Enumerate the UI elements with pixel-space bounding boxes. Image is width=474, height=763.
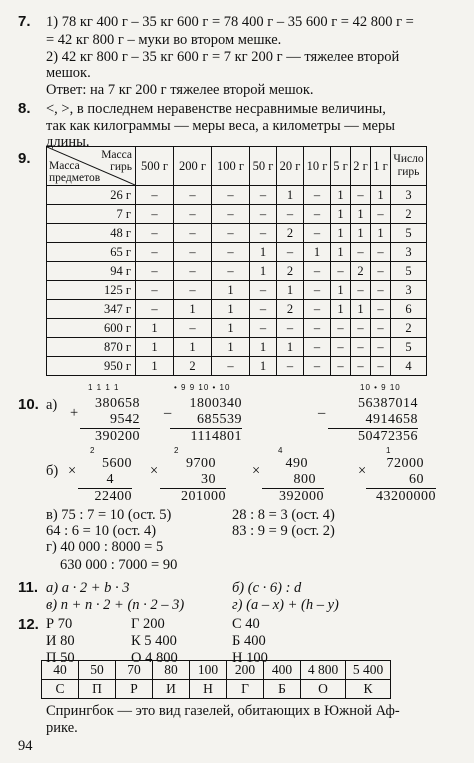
part-v-line-1: в) 75 : 7 = 10 (ост. 5) [46,507,172,523]
cell: 1 [277,338,304,357]
header-2: 2 г [351,147,371,186]
cell: – [250,319,277,338]
cell: – [174,281,212,300]
answer-letter: О [301,680,346,699]
part-a-label: а) [46,397,58,413]
a1-bottom: 9542 [80,412,140,429]
cell: 1 [304,243,331,262]
part-a-expression: а) a · 2 + b · 3 [46,580,130,596]
corner-bottom-label-2: предметов [49,172,101,184]
cell: 1 [212,300,250,319]
cell: – [351,357,371,376]
letter-item: Б 400 [232,633,266,649]
cell: – [304,338,331,357]
answer-number: 5 400 [346,661,391,680]
answer-number: 100 [190,661,227,680]
cell: – [351,281,371,300]
cell: – [371,338,391,357]
b3-column [262,456,324,505]
answer-letter: И [153,680,190,699]
answer-sentence-line-2: рике. [46,720,78,736]
part-v-line-3: 64 : 6 = 10 (ост. 4) [46,523,157,539]
header-count [391,147,427,186]
cell: 1 [136,357,174,376]
b1-column [78,456,132,505]
cell: 1 [351,224,371,243]
table-row [47,319,427,338]
answer-number: 80 [153,661,190,680]
cell: – [136,205,174,224]
a1-carry: 1 1 1 1 [88,383,120,392]
exercise-8-line-3: длины. [46,134,90,150]
cell: 1 [136,338,174,357]
cell: 1 [331,205,351,224]
a2-result: 1114801 [190,429,242,444]
header-50: 50 г [250,147,277,186]
cell: 1 [277,186,304,205]
weights-table-header [47,147,427,186]
cell: – [304,319,331,338]
cell: 1 [212,281,250,300]
cell: 1 [331,186,351,205]
cell: – [304,262,331,281]
cell: 1 [174,338,212,357]
header-20: 20 г [277,147,304,186]
cell: – [250,300,277,319]
exercise-7-line-4: мешок. [46,65,91,81]
cell: – [174,243,212,262]
cell: – [304,281,331,300]
cell: – [277,357,304,376]
answer-number: 4 800 [301,661,346,680]
cell: – [212,205,250,224]
b2-column [160,456,226,505]
a2-top: 1800340 [189,396,242,411]
cell: 1 [371,224,391,243]
exercise-7-answer: Ответ: на 7 кг 200 г тяжелее второй мешок. [46,82,314,98]
cell: 1 [136,319,174,338]
times-sign-4: × [358,463,367,479]
cell: 1 [331,281,351,300]
answer-number: 400 [264,661,301,680]
minus-sign-2: – [318,405,326,421]
weights-table-body [47,186,427,376]
b2-top: 9700 [186,456,216,471]
minus-sign: – [164,405,172,421]
b1-top: 5600 [102,456,132,471]
cell: – [174,186,212,205]
cell: – [174,319,212,338]
b2-bottom: 30 [160,472,226,489]
letter-item: Н 100 [232,650,268,666]
table-row [47,186,427,205]
count-cell: 2 [391,205,427,224]
table-row [47,262,427,281]
corner-bottom-label: Масса [49,160,80,172]
cell: – [212,262,250,281]
exercise-7-line-1: 1) 78 кг 400 г – 35 кг 600 г = 78 400 г – 35 600 г = 42 800 г = [46,14,414,30]
a3-column [328,396,418,445]
cell: 1 [331,243,351,262]
b4-top: 72000 [386,456,424,471]
cell: 2 [277,224,304,243]
answer-number: 70 [116,661,153,680]
cell: – [371,262,391,281]
b4-bottom: 60 [366,472,436,489]
mass-cell: 600 г [47,319,136,338]
b4-carry: 1 [386,446,392,455]
letter-item: С 40 [232,616,260,632]
corner-top-label-2: гирь [110,161,132,173]
letter-item: Р 70 [46,616,73,632]
a2-carry: • 9 9 10 • 10 [174,383,231,392]
answer-letter: Н [190,680,227,699]
cell: – [136,300,174,319]
cell: 2 [174,357,212,376]
times-sign-2: × [150,463,159,479]
cell: – [351,243,371,262]
cell: – [371,205,391,224]
header-500: 500 г [136,147,174,186]
cell: – [371,300,391,319]
cell: 1 [371,186,391,205]
page-number: 94 [18,738,33,754]
b1-result: 22400 [94,489,132,504]
part-g-line-2: 630 000 : 7000 = 90 [60,557,178,573]
cell: 1 [250,357,277,376]
letter-item: К 5 400 [131,633,177,649]
b2-result: 201000 [181,489,226,504]
part-v-expression: в) n + n · 2 + (n · 2 – 3) [46,597,185,613]
answer-letter: К [346,680,391,699]
a1-top: 380658 [95,396,140,411]
b4-result: 43200000 [376,489,436,504]
count-cell: 3 [391,281,427,300]
answer-letter: С [42,680,79,699]
letter-item: И 80 [46,633,75,649]
count-cell: 5 [391,262,427,281]
exercise-11-number: 11. [18,579,39,596]
letter-item: П 50 [46,650,75,666]
count-label: Число [393,153,424,165]
count-cell: 3 [391,243,427,262]
cell: – [277,243,304,262]
exercise-8-number: 8. [18,100,31,117]
cell: 1 [212,319,250,338]
cell: – [136,186,174,205]
cell: – [136,243,174,262]
corner-cell [47,147,136,186]
b1-carry: 2 [90,446,96,455]
cell: – [371,281,391,300]
corner-top-label: Масса [101,149,132,161]
cell: – [304,357,331,376]
part-g-line-1: г) 40 000 : 8000 = 5 [46,539,164,555]
b3-carry: 4 [278,446,284,455]
cell: 1 [174,300,212,319]
exercise-8-line-1: <, >, в последнем неравенстве несравнимые величины, [46,101,386,117]
cell: – [371,319,391,338]
a3-carry: 10 • 9 10 [360,383,401,392]
letter-item: Г 200 [131,616,165,632]
cell: – [136,224,174,243]
b1-bottom: 4 [78,472,132,489]
cell: – [371,243,391,262]
cell: – [304,224,331,243]
answer-number: 40 [42,661,79,680]
cell: 1 [250,338,277,357]
table-row [47,205,427,224]
a1-result: 390200 [95,429,140,444]
header-5: 5 г [331,147,351,186]
cell: – [277,319,304,338]
plus-sign: + [70,405,79,421]
letter-item: О 4 800 [131,650,178,666]
answer-letters-row [42,680,391,699]
answer-letter: Г [227,680,264,699]
answer-number: 200 [227,661,264,680]
part-b-label: б) [46,463,59,479]
answer-letter: Б [264,680,301,699]
exercise-12-number: 12. [18,616,39,633]
cell: – [351,319,371,338]
b4-column [366,456,436,505]
count-cell: 2 [391,319,427,338]
mass-cell: 347 г [47,300,136,319]
answer-letter: Р [116,680,153,699]
cell: 2 [277,262,304,281]
table-row [47,338,427,357]
count-label-2: гирь [397,166,420,178]
count-cell: 6 [391,300,427,319]
exercise-10-number: 10. [18,396,39,413]
header-200: 200 г [174,147,212,186]
mass-cell: 7 г [47,205,136,224]
cell: – [212,243,250,262]
a1-column [80,396,140,445]
cell: – [277,205,304,224]
cell: 1 [351,205,371,224]
cell: – [174,224,212,243]
exercise-7-line-3: 2) 42 кг 800 г – 35 кг 600 г = 7 кг 200 г — тяжелее второй [46,49,400,65]
b3-top: 490 [285,456,308,471]
cell: – [304,300,331,319]
cell: 1 [331,224,351,243]
cell: – [212,186,250,205]
exercise-8-line-2: так как килограммы — меры веса, а километры — меры [46,118,395,134]
cell: 1 [331,300,351,319]
cell: 1 [250,262,277,281]
cell: 1 [351,300,371,319]
header-100: 100 г [212,147,250,186]
cell: – [250,186,277,205]
a2-column [170,396,242,445]
a3-bottom: 4914658 [328,412,418,429]
times-sign-3: × [252,463,261,479]
cell: – [212,224,250,243]
mass-cell: 870 г [47,338,136,357]
cell: 2 [351,262,371,281]
exercise-9-number: 9. [18,150,31,167]
b3-bottom: 800 [262,472,324,489]
part-b-expression: б) (c · 6) : d [232,580,302,596]
count-cell: 5 [391,224,427,243]
mass-cell: 94 г [47,262,136,281]
answer-table [41,660,391,699]
answer-letter: П [79,680,116,699]
header-1: 1 г [371,147,391,186]
a3-result: 50472356 [358,429,418,444]
answer-numbers-row [42,661,391,680]
answer-number: 50 [79,661,116,680]
cell: – [136,281,174,300]
table-row [47,357,427,376]
cell: 2 [277,300,304,319]
answer-sentence-line-1: Спрингбок — это вид газелей, обитающих в Южной Аф- [46,703,400,719]
part-v-line-4: 83 : 9 = 9 (ост. 2) [232,523,335,539]
mass-cell: 48 г [47,224,136,243]
cell: – [331,319,351,338]
exercise-7-line-2: = 42 кг 800 г – муки во втором мешке. [46,32,282,48]
mass-cell: 125 г [47,281,136,300]
b2-carry: 2 [174,446,180,455]
count-cell: 4 [391,357,427,376]
mass-cell: 26 г [47,186,136,205]
cell: – [212,357,250,376]
count-cell: 3 [391,186,427,205]
cell: – [136,262,174,281]
weights-table [46,146,427,376]
table-row [47,243,427,262]
cell: – [174,262,212,281]
cell: – [250,224,277,243]
cell: – [351,338,371,357]
table-row [47,281,427,300]
b3-result: 392000 [279,489,324,504]
part-v-line-2: 28 : 8 = 3 (ост. 4) [232,507,335,523]
part-g-expression: г) (a – x) + (h – y) [232,597,339,613]
count-cell: 5 [391,338,427,357]
cell: 1 [212,338,250,357]
a3-top: 56387014 [358,396,418,411]
cell: – [304,186,331,205]
cell: – [331,357,351,376]
cell: – [250,205,277,224]
cell: – [304,205,331,224]
table-row [47,224,427,243]
header-10: 10 г [304,147,331,186]
cell: – [351,186,371,205]
cell: – [174,205,212,224]
cell: – [331,338,351,357]
cell: – [250,281,277,300]
cell: 1 [250,243,277,262]
cell: 1 [277,281,304,300]
mass-cell: 65 г [47,243,136,262]
table-row [47,300,427,319]
a2-bottom: 685539 [170,412,242,429]
mass-cell: 950 г [47,357,136,376]
exercise-7-number: 7. [18,13,31,30]
cell: – [371,357,391,376]
times-sign: × [68,463,77,479]
cell: – [331,262,351,281]
